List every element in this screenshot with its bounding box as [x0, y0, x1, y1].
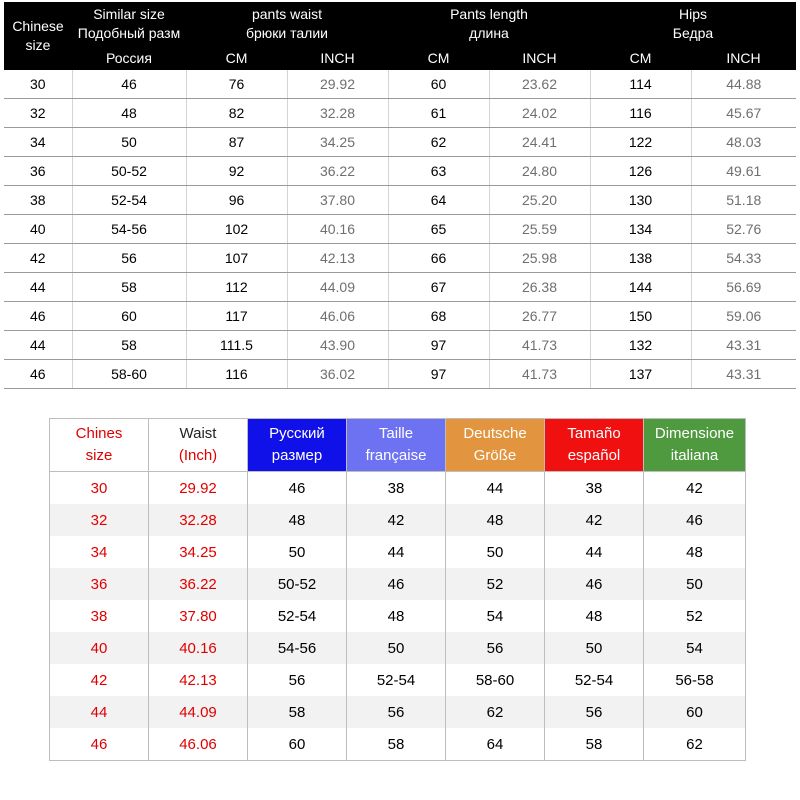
table-row — [50, 472, 746, 505]
table-cell: 34 — [50, 536, 149, 568]
table-cell: 44.88 — [691, 70, 796, 99]
table-cell: 137 — [590, 360, 691, 389]
table-cell: 54 — [644, 632, 746, 664]
table-cell: 96 — [186, 186, 287, 215]
table-row — [4, 215, 796, 244]
column-header-line: Deutsche — [463, 425, 527, 442]
table-cell: 38 — [347, 472, 446, 505]
table-cell: 30 — [50, 472, 149, 505]
table-cell: 50-52 — [248, 568, 347, 600]
table-row — [50, 568, 746, 600]
table-cell: 52-54 — [248, 600, 347, 632]
table-cell: 25.59 — [489, 215, 590, 244]
table-cell: 107 — [186, 244, 287, 273]
table-cell: 24.02 — [489, 99, 590, 128]
table-cell: 44.09 — [149, 696, 248, 728]
column-header — [347, 419, 446, 472]
table-cell: 46 — [72, 70, 186, 99]
table-cell: 56.69 — [691, 273, 796, 302]
table-cell: 46 — [4, 302, 72, 331]
table-cell: 60 — [644, 696, 746, 728]
header-similar-size — [72, 2, 186, 46]
table-cell: 48 — [347, 600, 446, 632]
table-cell: 40.16 — [287, 215, 388, 244]
table-cell: 116 — [186, 360, 287, 389]
table-cell: 32.28 — [287, 99, 388, 128]
table-cell: 32 — [4, 99, 72, 128]
header-pants-length-line2: длина — [469, 25, 509, 41]
subheader-cell: INCH — [287, 46, 388, 70]
table-cell: 65 — [388, 215, 489, 244]
table-row — [4, 331, 796, 360]
table-cell: 54 — [446, 600, 545, 632]
table-cell: 43.90 — [287, 331, 388, 360]
table-cell: 132 — [590, 331, 691, 360]
table-cell: 102 — [186, 215, 287, 244]
table-row — [50, 664, 746, 696]
table-cell: 43.31 — [691, 360, 796, 389]
table-cell: 144 — [590, 273, 691, 302]
table-cell: 51.18 — [691, 186, 796, 215]
table-cell: 42 — [545, 504, 644, 536]
column-header-line: Chines — [75, 425, 123, 442]
table-cell: 52.76 — [691, 215, 796, 244]
table-cell: 58 — [72, 273, 186, 302]
table-cell: 62 — [388, 128, 489, 157]
table-cell: 24.41 — [489, 128, 590, 157]
table-cell: 46 — [347, 568, 446, 600]
column-header — [545, 419, 644, 472]
table-cell: 29.92 — [149, 472, 248, 505]
column-header — [446, 419, 545, 472]
table-cell: 58 — [347, 728, 446, 761]
table-cell: 114 — [590, 70, 691, 99]
table-cell: 50 — [446, 536, 545, 568]
table-cell: 37.80 — [149, 600, 248, 632]
table-cell: 97 — [388, 360, 489, 389]
subheader-cell: CM — [590, 46, 691, 70]
column-header — [50, 419, 149, 472]
subheader-cell: CM — [388, 46, 489, 70]
subheader-cell: Россия — [72, 46, 186, 70]
table-cell: 36.22 — [287, 157, 388, 186]
table-cell: 97 — [388, 331, 489, 360]
column-header-line: Русский — [269, 425, 325, 442]
table-cell: 52 — [446, 568, 545, 600]
table-cell: 62 — [644, 728, 746, 761]
header-pants-waist-line2: брюки талии — [246, 25, 328, 41]
table-cell: 58-60 — [72, 360, 186, 389]
table-cell: 25.20 — [489, 186, 590, 215]
table-cell: 50-52 — [72, 157, 186, 186]
table-row — [4, 128, 796, 157]
table-cell: 36 — [50, 568, 149, 600]
table-cell: 26.77 — [489, 302, 590, 331]
table-cell: 42 — [347, 504, 446, 536]
table-row — [4, 360, 796, 389]
column-header — [248, 419, 347, 472]
table-cell: 126 — [590, 157, 691, 186]
table-cell: 49.61 — [691, 157, 796, 186]
table-cell: 48 — [248, 504, 347, 536]
table-cell: 112 — [186, 273, 287, 302]
table-cell: 45.67 — [691, 99, 796, 128]
table-cell: 40.16 — [149, 632, 248, 664]
table-cell: 46 — [545, 568, 644, 600]
table-cell: 56 — [248, 664, 347, 696]
table-cell: 58-60 — [446, 664, 545, 696]
table-cell: 44 — [4, 273, 72, 302]
table-cell: 29.92 — [287, 70, 388, 99]
table-row — [50, 632, 746, 664]
table-cell: 25.98 — [489, 244, 590, 273]
header-chinese-size-line1: Chinese — [12, 18, 64, 34]
table-row — [4, 70, 796, 99]
table-cell: 130 — [590, 186, 691, 215]
table-cell: 38 — [50, 600, 149, 632]
table-cell: 59.06 — [691, 302, 796, 331]
table-cell: 52 — [644, 600, 746, 632]
column-header-line: Waist — [179, 425, 217, 442]
table-cell: 46.06 — [287, 302, 388, 331]
table-cell: 50 — [347, 632, 446, 664]
table-row — [4, 244, 796, 273]
table-cell: 46 — [50, 728, 149, 761]
table-cell: 52-54 — [347, 664, 446, 696]
table-cell: 48.03 — [691, 128, 796, 157]
table-cell: 60 — [388, 70, 489, 99]
table-cell: 41.73 — [489, 360, 590, 389]
header-chinese-size-line2: size — [25, 37, 51, 53]
table-cell: 150 — [590, 302, 691, 331]
table-cell: 87 — [186, 128, 287, 157]
table-row — [50, 696, 746, 728]
table-cell: 44 — [545, 536, 644, 568]
subheader-cell: INCH — [691, 46, 796, 70]
table-cell: 64 — [388, 186, 489, 215]
table-cell: 46.06 — [149, 728, 248, 761]
table-cell: 50 — [644, 568, 746, 600]
column-header — [644, 419, 746, 472]
table-cell: 92 — [186, 157, 287, 186]
table-cell: 54.33 — [691, 244, 796, 273]
table-cell: 117 — [186, 302, 287, 331]
table-cell: 38 — [545, 472, 644, 505]
subheader-cell: INCH — [489, 46, 590, 70]
table-cell: 66 — [388, 244, 489, 273]
table-cell: 37.80 — [287, 186, 388, 215]
table-cell: 46 — [248, 472, 347, 505]
table-cell: 44 — [50, 696, 149, 728]
table-cell: 42 — [50, 664, 149, 696]
table-cell: 134 — [590, 215, 691, 244]
table-cell: 52-54 — [72, 186, 186, 215]
table-cell: 44 — [347, 536, 446, 568]
table-cell: 36 — [4, 157, 72, 186]
table-cell: 56-58 — [644, 664, 746, 696]
column-header-line: Dimensione — [654, 425, 735, 442]
table-row — [4, 186, 796, 215]
header-pants-waist — [186, 2, 388, 46]
table-row — [4, 157, 796, 186]
table-cell: 32 — [50, 504, 149, 536]
table-cell: 58 — [545, 728, 644, 761]
column-header-line: italiana — [670, 447, 719, 464]
table-cell: 30 — [4, 70, 72, 99]
table-cell: 122 — [590, 128, 691, 157]
table-row — [4, 273, 796, 302]
table-cell: 46 — [644, 504, 746, 536]
size-table-measurements — [4, 2, 796, 389]
column-header-line: Taille — [378, 425, 414, 442]
table-row — [50, 504, 746, 536]
size-table-international — [49, 418, 746, 761]
table-cell: 42 — [644, 472, 746, 505]
table-cell: 48 — [446, 504, 545, 536]
header-hips-line2: Бедра — [672, 25, 714, 41]
table-cell: 43.31 — [691, 331, 796, 360]
table-cell: 32.28 — [149, 504, 248, 536]
table-cell: 61 — [388, 99, 489, 128]
column-header-line: size — [85, 447, 113, 464]
table-cell: 56 — [72, 244, 186, 273]
table-cell: 52-54 — [545, 664, 644, 696]
table-cell: 46 — [4, 360, 72, 389]
table-cell: 56 — [545, 696, 644, 728]
table-cell: 50 — [248, 536, 347, 568]
table-row — [50, 600, 746, 632]
header-hips-line1: Hips — [679, 6, 708, 22]
table-cell: 48 — [644, 536, 746, 568]
table-cell: 48 — [545, 600, 644, 632]
table-cell: 50 — [72, 128, 186, 157]
table-cell: 26.38 — [489, 273, 590, 302]
table-cell: 111.5 — [186, 331, 287, 360]
column-header — [149, 419, 248, 472]
header-similar-size-line1: Similar size — [93, 6, 165, 22]
column-header-line: Größe — [473, 447, 517, 464]
table-cell: 62 — [446, 696, 545, 728]
header-pants-length — [388, 2, 590, 46]
table-cell: 138 — [590, 244, 691, 273]
table-cell: 68 — [388, 302, 489, 331]
table-cell: 42.13 — [287, 244, 388, 273]
table-cell: 48 — [72, 99, 186, 128]
table-cell: 64 — [446, 728, 545, 761]
column-header-line: español — [567, 447, 621, 464]
header-pants-waist-line1: pants waist — [251, 6, 323, 22]
table-cell: 50 — [545, 632, 644, 664]
table-cell: 34 — [4, 128, 72, 157]
table-row — [4, 302, 796, 331]
table-cell: 58 — [248, 696, 347, 728]
table-cell: 41.73 — [489, 331, 590, 360]
table-cell: 82 — [186, 99, 287, 128]
table-cell: 36.22 — [149, 568, 248, 600]
table-cell: 44 — [446, 472, 545, 505]
table-row — [50, 536, 746, 568]
table-cell: 44 — [4, 331, 72, 360]
table-cell: 56 — [347, 696, 446, 728]
header-pants-length-line1: Pants length — [450, 6, 528, 22]
column-header-line: Tamaño — [567, 425, 621, 442]
table-cell: 44.09 — [287, 273, 388, 302]
table-cell: 54-56 — [72, 215, 186, 244]
column-header-line: (Inch) — [178, 447, 218, 464]
table-row — [50, 728, 746, 761]
header-chinese-size — [4, 2, 72, 70]
table-cell: 67 — [388, 273, 489, 302]
header-similar-size-line2: Подобный разм — [77, 25, 181, 41]
table-cell: 58 — [72, 331, 186, 360]
table-cell: 116 — [590, 99, 691, 128]
header-hips — [590, 2, 796, 46]
column-header-line: française — [365, 447, 427, 464]
table-cell: 63 — [388, 157, 489, 186]
table-cell: 60 — [72, 302, 186, 331]
table-cell: 40 — [4, 215, 72, 244]
table-cell: 34.25 — [149, 536, 248, 568]
table-cell: 23.62 — [489, 70, 590, 99]
table-cell: 60 — [248, 728, 347, 761]
table-cell: 34.25 — [287, 128, 388, 157]
table-cell: 76 — [186, 70, 287, 99]
table-cell: 36.02 — [287, 360, 388, 389]
table-cell: 54-56 — [248, 632, 347, 664]
table-row — [4, 99, 796, 128]
table-cell: 40 — [50, 632, 149, 664]
column-header-line: размер — [271, 447, 323, 464]
table-cell: 24.80 — [489, 157, 590, 186]
subheader-cell: CM — [186, 46, 287, 70]
table-cell: 42.13 — [149, 664, 248, 696]
table-cell: 42 — [4, 244, 72, 273]
table-cell: 56 — [446, 632, 545, 664]
table-cell: 38 — [4, 186, 72, 215]
